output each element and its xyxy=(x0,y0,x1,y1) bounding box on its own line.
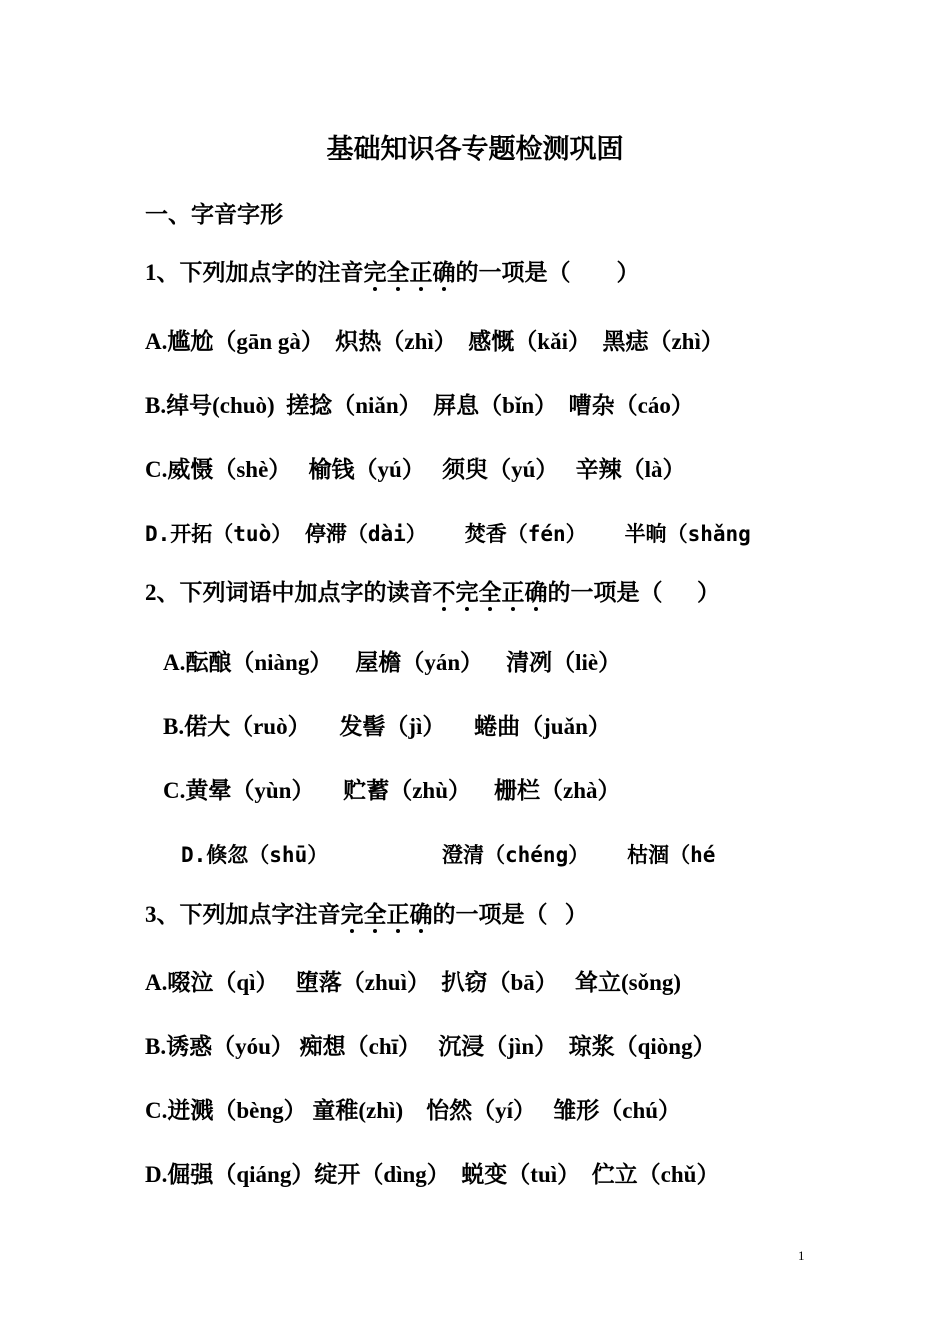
q2-option-c: C.黄晕（yùn） 贮蓄（zhù） 栅栏（zhà） xyxy=(163,778,621,803)
q3-option-c: C.迸溅（bèng） 童稚(zhì) 怡然（yí） 雏形（chú） xyxy=(145,1098,682,1123)
q2-option-b: B.偌大（ruò） 发髻（jì） 蜷曲（juǎn） xyxy=(163,714,611,739)
emphasis-dot-char: 确 xyxy=(524,580,548,605)
q2-option-a: A.酝酿（niàng） 屋檐（yán） 清冽（liè） xyxy=(163,650,622,675)
emphasis-dot-char: 全 xyxy=(386,260,410,285)
emphasis-dot-char: 正 xyxy=(409,260,433,285)
question-2: 2、下列词语中加点字的读音不完全正确的一项是（ ） xyxy=(145,580,720,605)
q1-option-b: B.绰号(chuò) 搓捻（niǎn） 屏息（bǐn） 嘈杂（cáo） xyxy=(145,393,694,418)
emphasis-dot-char: 全 xyxy=(363,902,387,927)
emphasis-dot-char: 完 xyxy=(455,580,479,605)
q3-option-b: B.诱惑（yóu） 痴想（chī） 沉浸（jìn） 琼浆（qiòng） xyxy=(145,1034,716,1059)
emphasis-dot-char: 完 xyxy=(340,902,364,927)
section-heading: 一、字音字形 xyxy=(145,202,283,227)
q1-option-a: A.尴尬（gān gà） 炽热（zhì） 感慨（kǎi） 黑痣（zhì） xyxy=(145,329,724,354)
emphasis-dot-char: 完 xyxy=(363,260,387,285)
emphasis-dot-char: 不 xyxy=(432,580,456,605)
q3-option-a: A.啜泣（qì） 堕落（zhuì） 扒窃（bā） 耸立(sǒng) xyxy=(145,970,682,995)
emphasis-dot-char: 确 xyxy=(432,260,456,285)
q1-option-d: D.开拓（tuò） 停滞（dài） 焚香（fén） 半晌（shǎng xyxy=(145,522,751,546)
question-1: 1、下列加点字的注音完全正确的一项是（ ） xyxy=(145,260,640,285)
page-title: 基础知识各专题检测巩固 xyxy=(326,134,624,164)
q2-option-d: D.倏忽（shū） 澄清（chéng） 枯涸（hé xyxy=(181,843,716,867)
page-number: 1 xyxy=(798,1248,805,1263)
emphasis-dot-char: 正 xyxy=(501,580,525,605)
emphasis-dot-char: 正 xyxy=(386,902,410,927)
q3-option-d: D.倔强（qiáng）绽开（dìng） 蜕变（tuì） 伫立（chǔ） xyxy=(145,1162,720,1187)
emphasis-dot-char: 确 xyxy=(409,902,433,927)
q1-option-c: C.威慑（shè） 榆钱（yú） 须臾（yú） 辛辣（là） xyxy=(145,457,686,482)
emphasis-dot-char: 全 xyxy=(478,580,502,605)
question-3: 3、下列加点字注音完全正确的一项是（ ） xyxy=(145,902,588,927)
